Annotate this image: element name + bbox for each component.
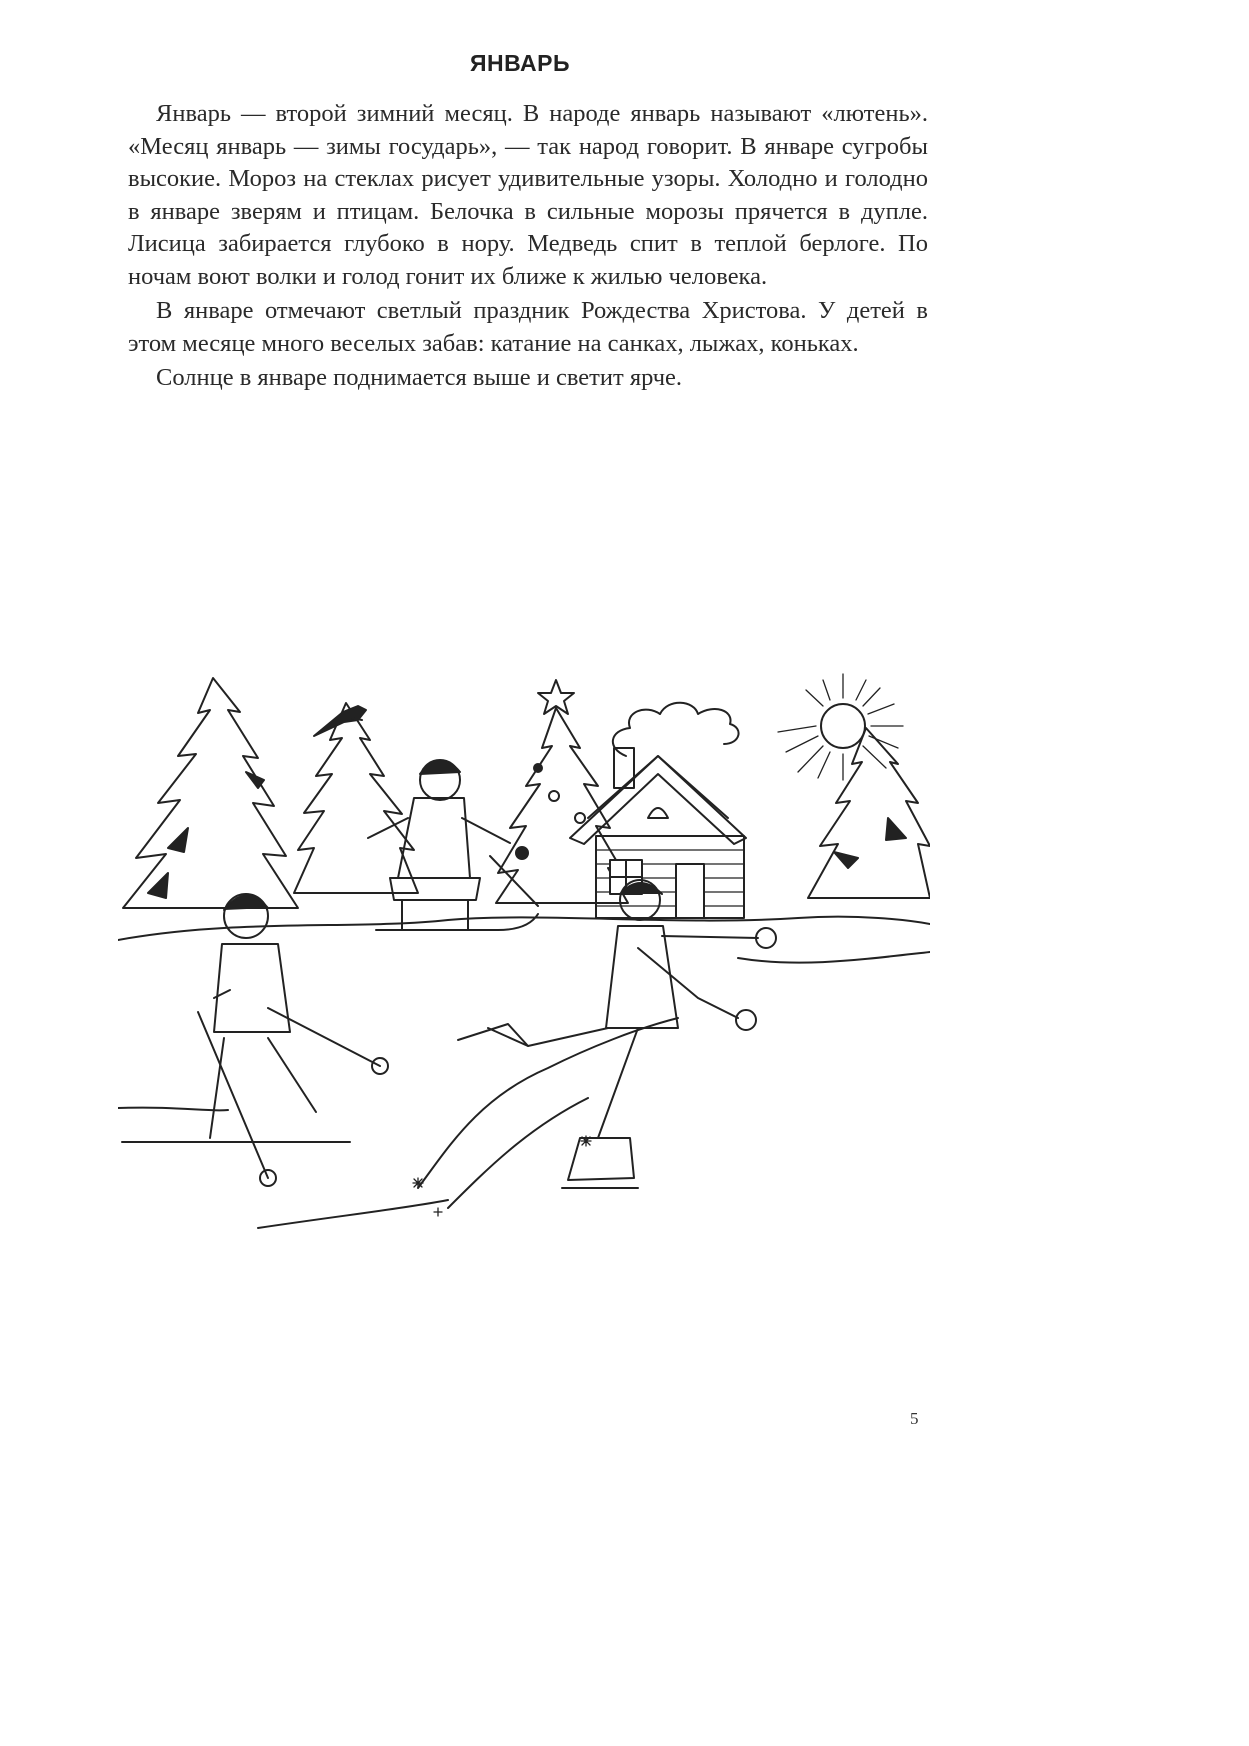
page-title: ЯНВАРЬ	[469, 50, 571, 76]
fir-tree	[123, 678, 298, 908]
page-number: 5	[910, 1409, 919, 1428]
sun	[778, 674, 903, 780]
winter-illustration	[118, 668, 930, 1260]
child-on-sled	[368, 760, 538, 930]
skier	[122, 894, 388, 1186]
paragraph: В январе отмечают светлый праздник Рождества Христова. У детей в этом месяце много веселых забав: катание на санках, лыжах, коньках.	[128, 297, 928, 357]
fir-tree	[808, 728, 930, 898]
fir-tree	[294, 703, 418, 893]
snow-ground	[118, 917, 930, 1228]
body-text	[128, 98, 928, 397]
skater	[458, 880, 776, 1188]
snowflakes	[413, 1136, 591, 1216]
paragraph: Солнце в январе поднимается выше и светит ярче.	[156, 364, 683, 391]
paragraph: Январь — второй зимний месяц. В народе январь называют «лютень». «Месяц январь — зимы государь», — так народ говорит. В январе сугробы высокие. Мороз на стеклах рисует удивительные узоры. Холодно и голодно в январе зверям и птицам. Белочка в сильные морозы прячется в дупле. Лисица забирается глубоко в нору. Медведь спит в теплой берлоге. По ночам воют волки и голод гонит их ближе к жилью человека.	[128, 100, 928, 290]
christmas-tree	[496, 708, 628, 903]
